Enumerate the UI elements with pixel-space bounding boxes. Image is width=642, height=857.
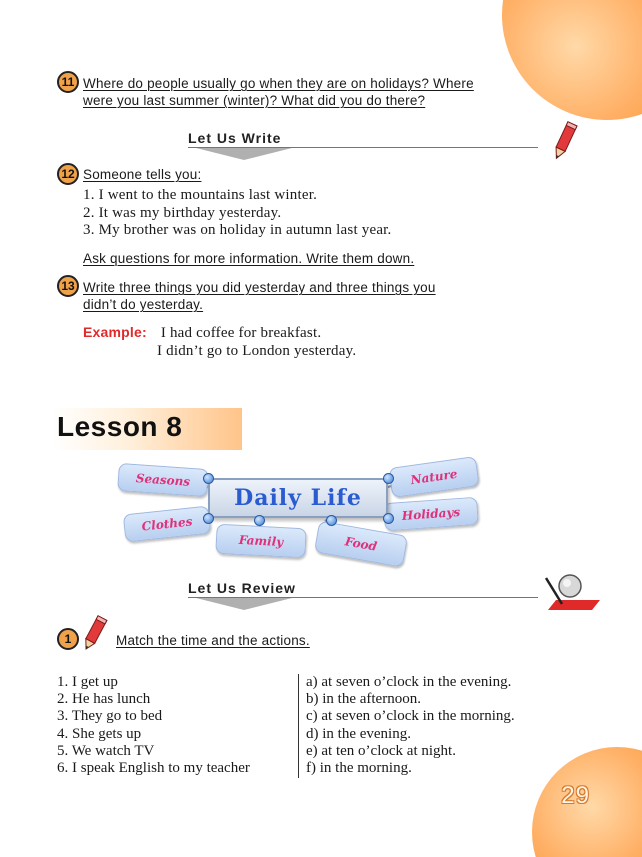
let-us-review-heading (188, 580, 548, 612)
topic-tag-holidays: Holidays (383, 497, 479, 531)
example-line: I had coffee for breakfast. (160, 325, 322, 341)
time-item: c) at seven o’clock in the morning. (306, 708, 515, 725)
corner-decoration-top (502, 0, 642, 120)
action-item: 5. We watch TV (57, 742, 155, 759)
connector-knob (254, 515, 265, 526)
connector-knob (383, 513, 394, 524)
topic-tag-family: Family (215, 524, 306, 559)
pencil-icon (548, 120, 580, 164)
topic-tag-food: Food (314, 520, 408, 567)
time-item: e) at ten o’clock at night. (306, 742, 456, 759)
match-left-column (57, 674, 250, 777)
column-divider (298, 674, 299, 778)
statement-item: 1. I went to the mountains last winter. (83, 187, 318, 203)
task-11-line: were you last summer (winter)? What did you do there? (83, 93, 426, 108)
connector-knob (203, 513, 214, 524)
heading-title: Let Us Write (188, 130, 282, 146)
connector-knob (383, 473, 394, 484)
time-item: a) at seven o’clock in the evening. (306, 674, 512, 690)
task-11-line: Where do people usually go when they are on holidays? Where (83, 76, 474, 91)
topic-tag-seasons: Seasons (117, 463, 209, 497)
topic-tag-clothes: Clothes (123, 506, 211, 543)
task-12-prompt-text: Someone tells you: (83, 167, 202, 182)
task-12-items (83, 187, 392, 240)
pencil-icon (80, 614, 108, 654)
connector-knob (203, 473, 214, 484)
action-item: 6. I speak English to my teacher (57, 760, 250, 777)
example-line: I didn’t go to London yesterday. (157, 343, 357, 359)
action-item: 2. He has lunch (57, 691, 151, 708)
task-12-instruction (83, 250, 414, 267)
heading-title: Let Us Review (188, 580, 296, 596)
heading-arrow (196, 598, 292, 610)
time-item: f) in the morning. (306, 760, 412, 777)
heading-arrow (196, 148, 292, 160)
task-13-line: didn’t do yesterday. (83, 297, 204, 312)
daily-life-title: Daily Life (208, 478, 388, 518)
task-1-prompt-text: Match the time and the actions. (116, 633, 310, 648)
action-item: 3. They go to bed (57, 708, 163, 725)
task-13-line: Write three things you did yesterday and three things you (83, 280, 436, 295)
example-label: Example: (83, 324, 147, 340)
task-12-instruction-text: Ask questions for more information. Write them down. (83, 251, 415, 266)
example-block (83, 324, 356, 360)
lesson-title: Lesson 8 (57, 411, 183, 442)
task-13-text (83, 279, 436, 313)
let-us-write-heading (188, 130, 548, 162)
task-number-1: 1 (57, 628, 79, 650)
match-right-column (306, 674, 515, 777)
time-item: b) in the afternoon. (306, 691, 421, 708)
statement-item: 3. My brother was on holiday in autumn last year. (83, 222, 392, 238)
page-number: 29 (561, 782, 590, 809)
connector-knob (326, 515, 337, 526)
task-11-text (83, 75, 474, 109)
magnifier-icon (542, 572, 600, 614)
time-item: d) in the evening. (306, 725, 411, 742)
action-item: 4. She gets up (57, 725, 142, 742)
statement-item: 2. It was my birthday yesterday. (83, 204, 282, 221)
task-number-11: 11 (57, 71, 79, 93)
task-12-prompt (83, 166, 201, 183)
action-item: 1. I get up (57, 674, 118, 690)
task-1-prompt (116, 632, 310, 649)
task-number-13: 13 (57, 275, 79, 297)
task-number-12: 12 (57, 163, 79, 185)
topic-tag-nature: Nature (388, 456, 479, 498)
